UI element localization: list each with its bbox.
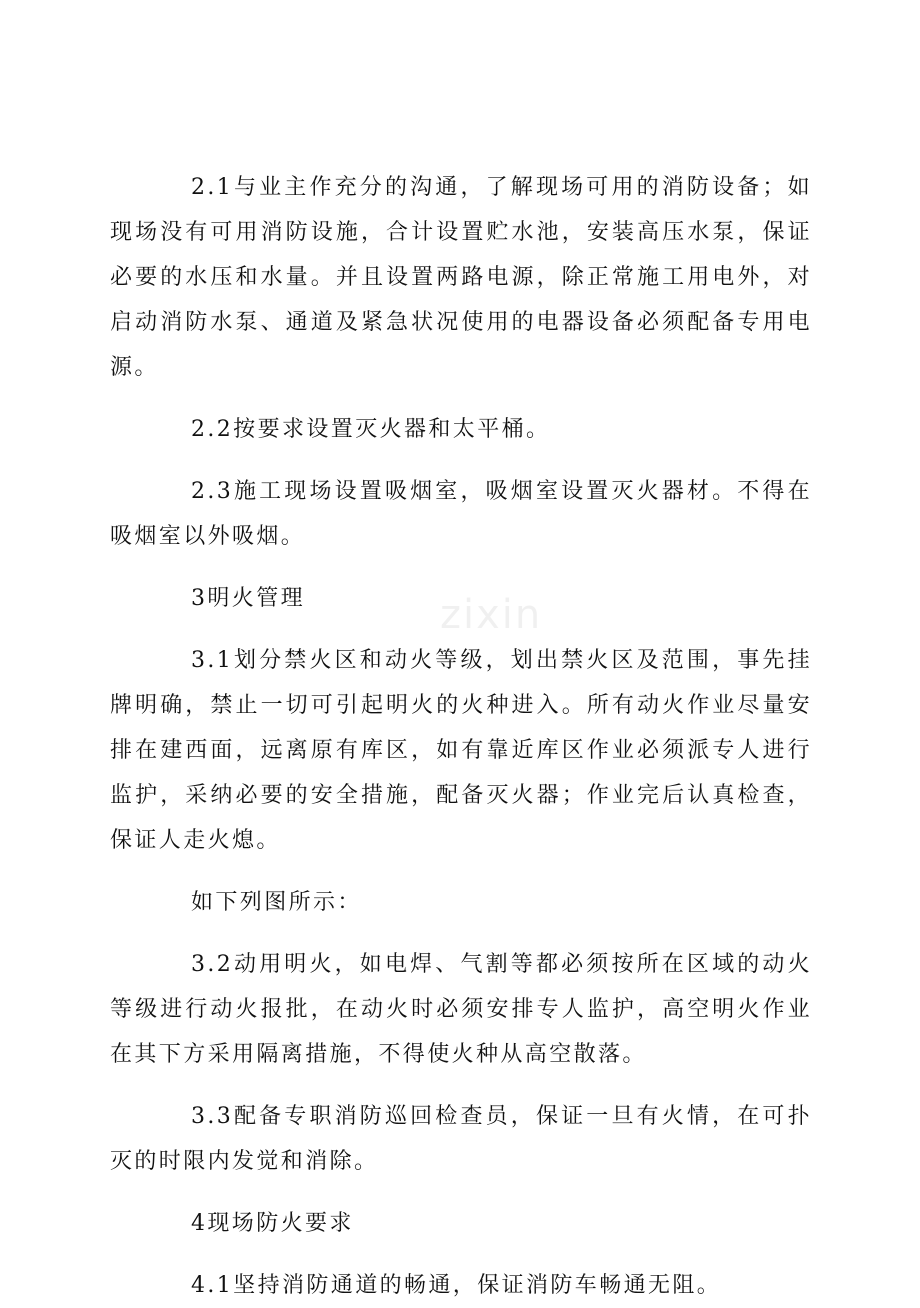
paragraph-2-2: 2.2按要求设置灭火器和太平桶。 [191,417,551,442]
paragraph-2-1: 2.1与业主作充分的沟通，了解现场可用的消防设备；如现场没有可用消防设施，合计设置贮水池，安装高压水泵，保证必要的水压和水量。并且设置两路电源，除正常施工用电外，对启动消防水泵、通道及紧急状况使用的电器设备必须配备专用电源。 [110,175,812,380]
heading-3: 3明火管理 [191,586,305,611]
paragraph-figure-note: 如下列图所示： [191,890,362,915]
paragraph-3-2: 3.2动用明火，如电焊、气割等都必须按所在区域的动火等级进行动火报批，在动火时必须安排专人监护，高空明火作业在其下方采用隔离措施，不得使火种从高空散落。 [110,952,812,1067]
paragraph-3-1: 3.1划分禁火区和动火等级，划出禁火区及范围，事先挂牌明确，禁止一切可引起明火的火种进入。所有动火作业尽量安排在建西面，远离原有库区，如有靠近库区作业必须派专人进行监护，采纳必要的安全措施，配备灭火器；作业完后认真检查，保证人走火熄。 [110,648,812,853]
watermark: zixin [440,592,543,638]
document-body [110,165,812,1308]
paragraph-3-3: 3.3配备专职消防巡回检查员，保证一旦有火情，在可扑灭的时限内发觉和消除。 [110,1104,812,1174]
heading-4: 4现场防火要求 [191,1211,354,1236]
paragraph-2-3: 2.3施工现场设置吸烟室，吸烟室设置灭火器材。不得在吸烟室以外吸烟。 [110,479,812,549]
paragraph-4-1: 4.1坚持消防通道的畅通，保证消防车畅通无阻。 [191,1273,722,1298]
